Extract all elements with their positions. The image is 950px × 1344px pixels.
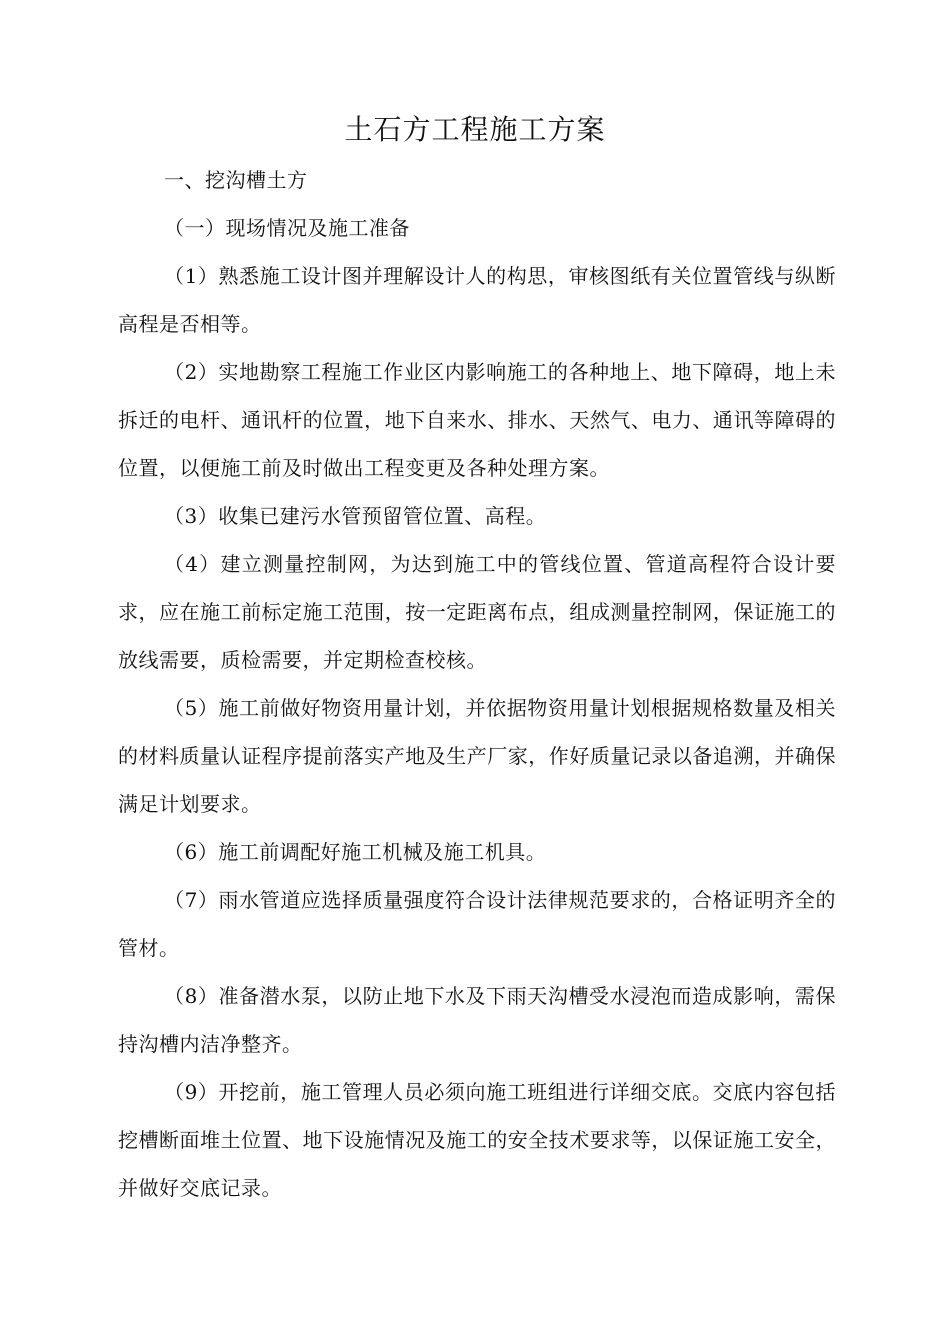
document-body bbox=[118, 156, 836, 1212]
paragraph-item-6: （6）施工前调配好施工机械及施工机具。 bbox=[164, 840, 547, 864]
paragraph-item-3: （3）收集已建污水管预留管位置、高程。 bbox=[164, 504, 547, 528]
paragraph-item-8: （8）准备潜水泵，以防止地下水及下雨天沟槽受水浸泡而造成影响，需保持沟槽内洁净整齐。 bbox=[118, 984, 836, 1056]
paragraph-item-1: （1）熟悉施工设计图并理解设计人的构思，审核图纸有关位置管线与纵断高程是否相等。 bbox=[118, 264, 836, 336]
subsection-heading: （一）现场情况及施工准备 bbox=[164, 216, 410, 240]
paragraph-item-4: （4）建立测量控制网，为达到施工中的管线位置、管道高程符合设计要求，应在施工前标定施工范围，按一定距离布点，组成测量控制网，保证施工的放线需要，质检需要，并定期检查校核。 bbox=[118, 552, 836, 672]
paragraph-item-5: （5）施工前做好物资用量计划，并依据物资用量计划根据规格数量及相关的材料质量认证程序提前落实产地及生产厂家，作好质量记录以备追溯，并确保满足计划要求。 bbox=[118, 696, 836, 816]
document-title: 土石方工程施工方案 bbox=[344, 113, 606, 146]
section-heading: 一、挖沟槽土方 bbox=[164, 168, 308, 192]
paragraph-item-9: （9）开挖前，施工管理人员必须向施工班组进行详细交底。交底内容包括挖槽断面堆土位置、地下设施情况及施工的安全技术要求等，以保证施工安全，并做好交底记录。 bbox=[118, 1080, 836, 1200]
paragraph-item-2: （2）实地勘察工程施工作业区内影响施工的各种地上、地下障碍，地上未拆迁的电杆、通讯杆的位置，地下自来水、排水、天然气、电力、通讯等障碍的位置，以便施工前及时做出工程变更及各种处理方案。 bbox=[118, 360, 836, 480]
paragraph-item-7: （7）雨水管道应选择质量强度符合设计法律规范要求的，合格证明齐全的管材。 bbox=[118, 888, 836, 960]
